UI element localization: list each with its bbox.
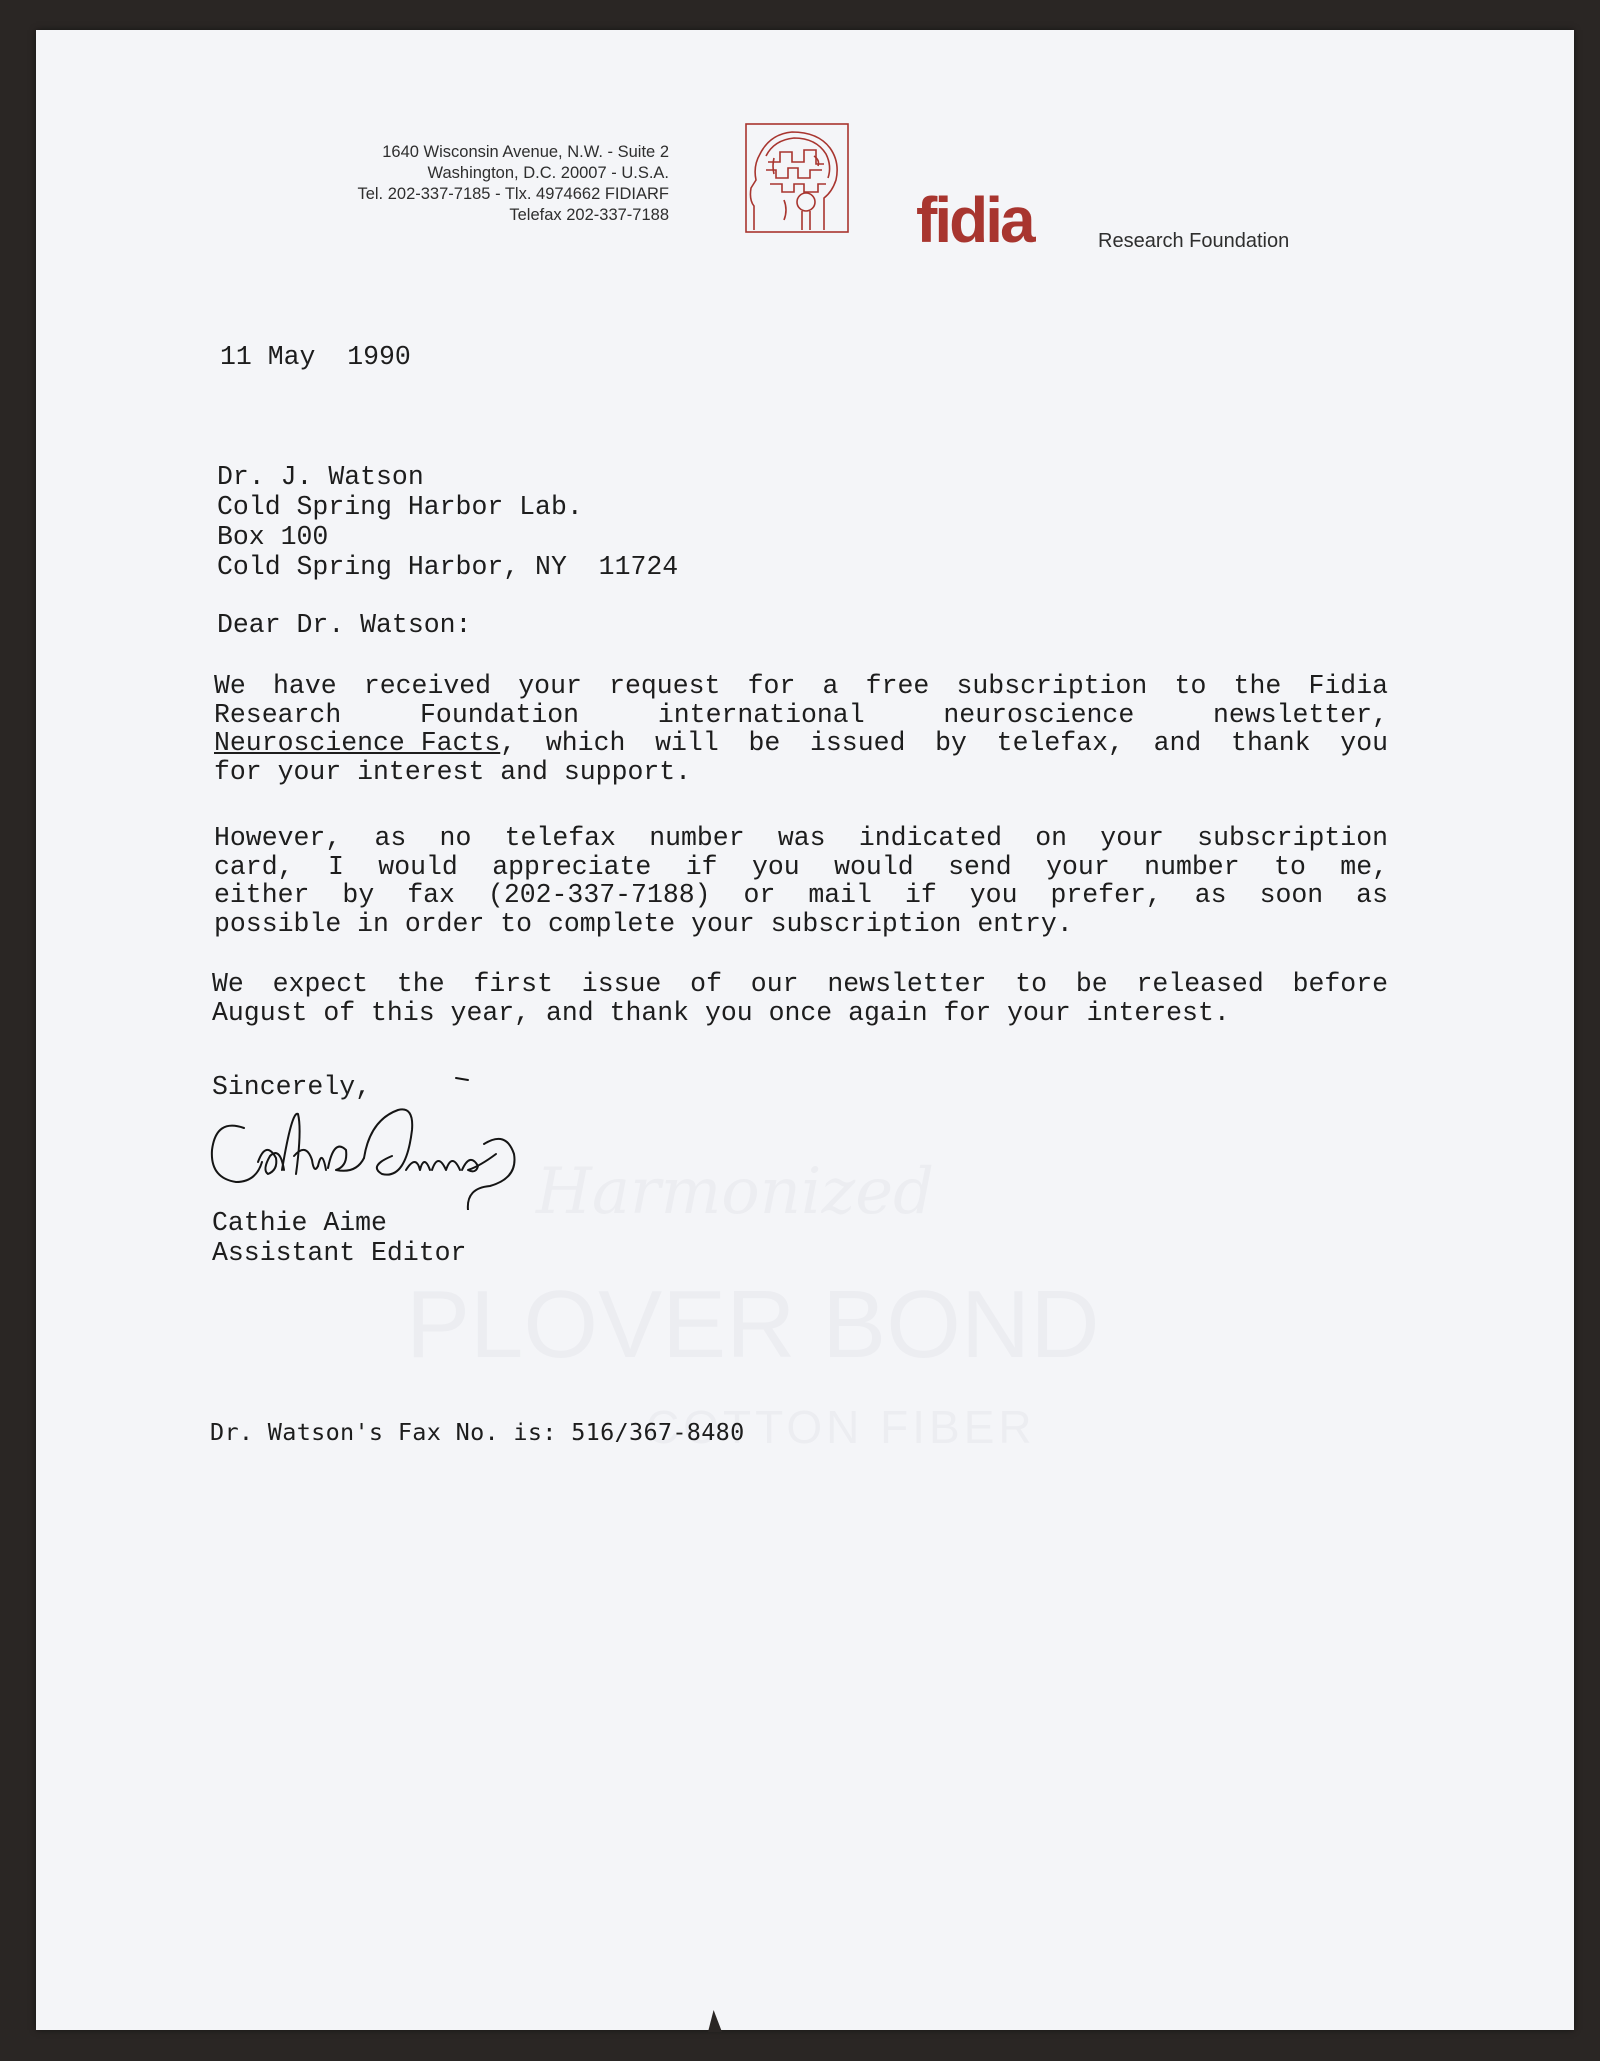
- fax-number-note: Dr. Watson's Fax No. is: 516/367-8480: [210, 1418, 745, 1446]
- address-line: Tel. 202-337-7185 - Tlx. 4974662 FIDIARF: [357, 185, 669, 203]
- brand-logo: fidia: [916, 184, 1033, 256]
- recipient-line: Cold Spring Harbor Lab.: [217, 492, 583, 522]
- paragraph-line: We expect the first issue of our newsletter to be released before: [212, 969, 1388, 999]
- paragraph-line: August of this year, and thank you once again for your interest.: [212, 997, 1230, 1028]
- closing: Sincerely,: [212, 1072, 372, 1102]
- paragraph-line: card, I would appreciate if you would send your number to me,: [214, 851, 1388, 882]
- signer-name: Cathie Aime: [212, 1208, 387, 1238]
- word: Foundation: [420, 699, 580, 730]
- paragraph-line: We have received your request for a free subscription to the Fidia: [214, 671, 1388, 701]
- address-line: Telefax 202-337-7188: [509, 206, 669, 224]
- paragraph-text: , which will be issued by telefax, and thank you: [500, 728, 1388, 758]
- paragraph-3: [212, 970, 1388, 1027]
- letter-date: 11 May 1990: [220, 342, 411, 372]
- word: international: [657, 699, 865, 730]
- paragraph-line: [214, 701, 1388, 730]
- word: neuroscience: [943, 699, 1135, 730]
- address-line: Washington, D.C. 20007 - U.S.A.: [427, 164, 669, 182]
- paragraph-line: possible in order to complete your subscription entry.: [214, 908, 1073, 939]
- newsletter-title: Neuroscience Facts: [214, 728, 501, 758]
- paragraph-2: [214, 824, 1388, 938]
- brain-logo-icon: [744, 122, 850, 234]
- paper-notch: [708, 2010, 722, 2032]
- paragraph-line: [214, 729, 1388, 758]
- watermark-script: Harmonized: [536, 1155, 935, 1229]
- handwritten-signature: [206, 1070, 626, 1210]
- letter-page: [36, 30, 1574, 2030]
- paragraph-1: [214, 672, 1388, 786]
- watermark-brand: PLOVER BOND: [406, 1271, 1100, 1378]
- recipient-line: Box 100: [217, 522, 329, 552]
- recipient-line: Dr. J. Watson: [217, 462, 424, 492]
- watermark-fiber: COTTON FIBER: [646, 1401, 1036, 1453]
- address-line: 1640 Wisconsin Avenue, N.W. - Suite 2: [382, 143, 669, 161]
- recipient-line: Cold Spring Harbor, NY 11724: [217, 552, 679, 582]
- letterhead-address: [357, 142, 669, 226]
- paragraph-line: However, as no telefax number was indicated on your subscription: [214, 823, 1388, 853]
- brand-subtitle: Research Foundation: [1098, 230, 1290, 252]
- word: Research: [214, 699, 342, 730]
- paragraph-line: for your interest and support.: [214, 756, 692, 787]
- signer-title: Assistant Editor: [212, 1238, 467, 1268]
- salutation: Dear Dr. Watson:: [217, 610, 472, 640]
- word: newsletter,: [1213, 699, 1388, 730]
- paragraph-line: either by fax (202-337-7188) or mail if you prefer, as soon as: [214, 880, 1388, 910]
